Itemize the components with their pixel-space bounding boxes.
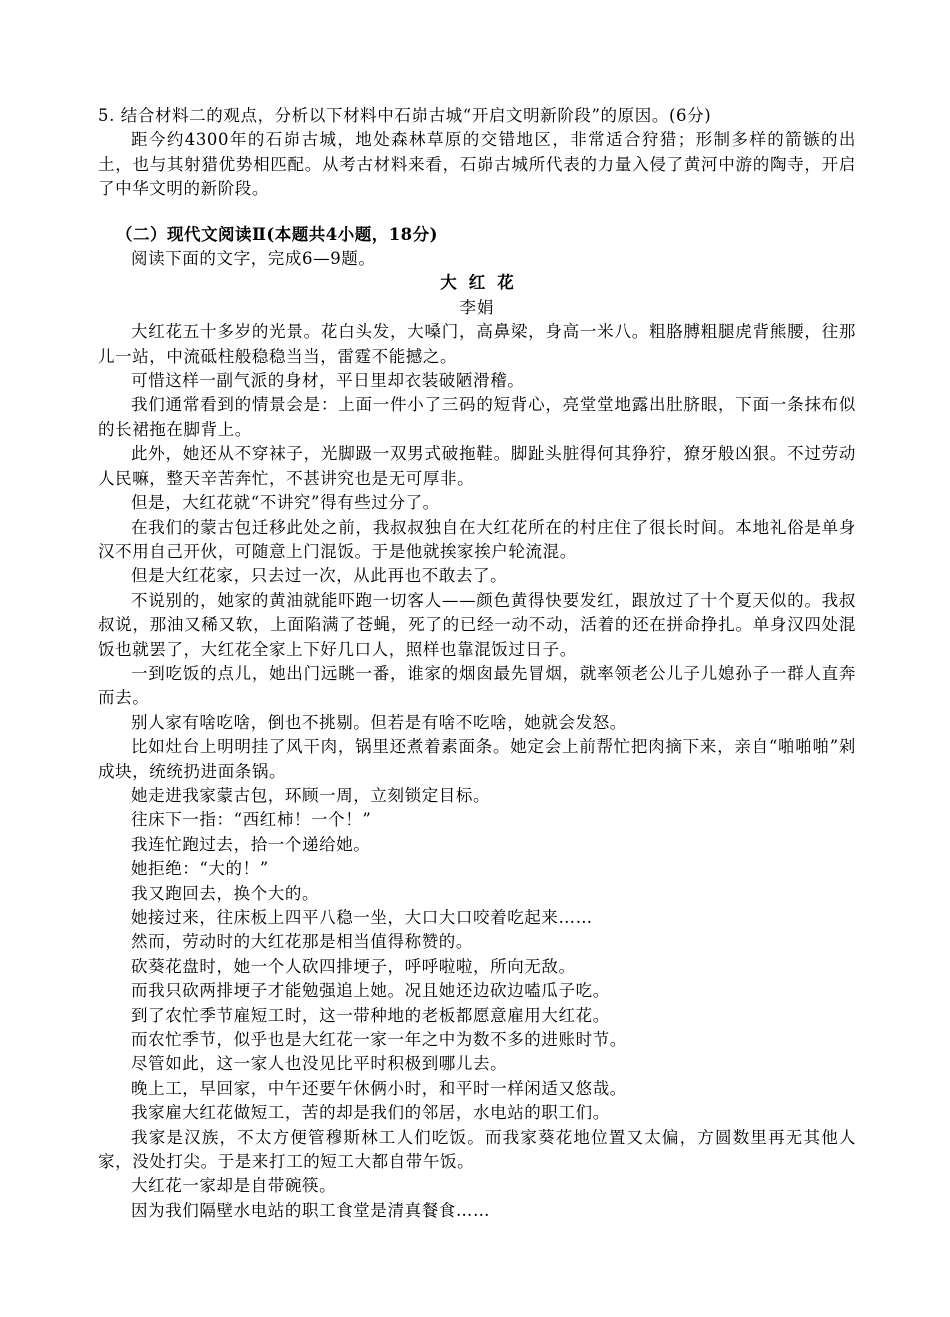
question-5-material: 距今约4300年的石峁古城，地处森林草原的交错地区，非常适合狩猎；形制多样的箭镞的出土，也与其射猎优势相匹配。从考古材料来看，石峁古城所代表的力量入侵了黄河中游的陶寺，开启了中华文明的新阶段。 [98,130,856,199]
question-5-prompt: 5. 结合材料二的观点，分析以下材料中石峁古城“开启文明新阶段”的原因。(6分) [98,106,712,125]
article-author: 李娟 [459,297,495,317]
paragraph: 砍葵花盘时，她一个人砍四排埂子，呼呼啦啦，所向无敌。 [131,956,576,976]
document-page [98,104,856,1223]
section-instruction: 阅读下面的文字，完成6—9题。 [131,249,376,269]
paragraph: 我又跑回去，换个大的。 [131,883,320,903]
paragraph: 她接过来，往床板上四平八稳一坐，大口大口咬着吃起来…… [131,908,593,927]
paragraph: 晚上工，早回家，中午还要午休俩小时，和平时一样闲适又悠哉。 [131,1078,627,1098]
paragraph: 一到吃饭的点儿，她出门远眺一番，谁家的烟囱最先冒烟，就率领老公儿子儿媳孙子一群人直奔而去。 [98,663,856,708]
paragraph: 但是大红花家，只去过一次，从此再也不敢去了。 [131,566,508,586]
paragraph: 到了农忙季节雇短工时，这一带种地的老板都愿意雇用大红花。 [131,1005,610,1025]
article-title: 大红花 [440,273,526,293]
paragraph: 比如灶台上明明挂了风干肉，锅里还煮着素面条。她定会上前帮忙把肉摘下来，亲自“啪啪啪”剁成块，统统扔进面条锅。 [98,737,856,781]
paragraph: 然而，劳动时的大红花那是相当值得称赞的。 [131,932,473,952]
paragraph: 我连忙跑过去，拾一个递给她。 [131,834,371,854]
paragraph: 尽管如此，这一家人也没见比平时积极到哪儿去。 [131,1054,508,1074]
paragraph: 在我们的蒙古包迁移此处之前，我叔叔独自在大红花所在的村庄住了很长时间。本地礼俗是单身汉不用自己开伙，可随意上门混饭。于是他就挨家挨户轮流混。 [98,517,856,561]
paragraph: 我家雇大红花做短工，苦的却是我们的邻居，水电站的职工们。 [131,1103,610,1123]
paragraph: 但是，大红花就“不讲究”得有些过分了。 [131,493,440,513]
paragraph: 别人家有啥吃啥，倒也不挑剔。但若是有啥不吃啥，她就会发怒。 [131,712,627,732]
paragraph: 而我只砍两排埂子才能勉强追上她。况且她还边砍边嗑瓜子吃。 [131,981,610,1001]
paragraph: 她走进我家蒙古包，环顾一周，立刻锁定目标。 [131,785,491,805]
paragraph: 往床下一指：“西红柿！一个！” [131,810,372,830]
paragraph: 大红花一家却是自带碗筷。 [131,1176,337,1196]
paragraph: 她拒绝：“大的！” [131,859,269,879]
paragraph: 而农忙季节，似乎也是大红花一家一年之中为数不多的进账时节。 [131,1030,627,1050]
paragraph: 此外，她还从不穿袜子，光脚趿一双男式破拖鞋。脚趾头脏得何其狰狞，獠牙般凶狠。不过劳动人民嘛，整天辛苦奔忙，不甚讲究也是无可厚非。 [98,444,856,488]
paragraph: 不说别的，她家的黄油就能吓跑一切客人——颜色黄得快要发红，跟放过了十个夏天似的。我叔叔说，那油又稀又软，上面陷满了苍蝇，死了的已经一动不动，活着的还在拼命挣扎。单身汉四处混饭也就罢了，大红花全家上下好几口人，照样也靠混饭过日子。 [98,590,856,659]
paragraph: 我们通常看到的情景会是：上面一件小了三码的短背心，亮堂堂地露出肚脐眼，下面一条抹布似的长裙拖在脚背上。 [98,395,856,439]
section-heading: （二）现代文阅读Ⅱ(本题共4小题，18分) [116,224,438,244]
paragraph: 因为我们隔壁水电站的职工食堂是清真餐食…… [131,1200,491,1220]
paragraph: 大红花五十多岁的光景。花白头发，大嗓门，高鼻梁，身高一米八。粗胳膊粗腿虎背熊腰，往那儿一站，中流砥柱般稳稳当当，雷霆不能撼之。 [98,322,856,366]
paragraph: 可惜这样一副气派的身材，平日里却衣装破陋滑稽。 [131,371,525,391]
paragraph: 我家是汉族，不太方便管穆斯林工人们吃饭。而我家葵花地位置又太偏，方圆数里再无其他人家，没处打尖。于是来打工的短工大都自带午饭。 [98,1127,856,1172]
